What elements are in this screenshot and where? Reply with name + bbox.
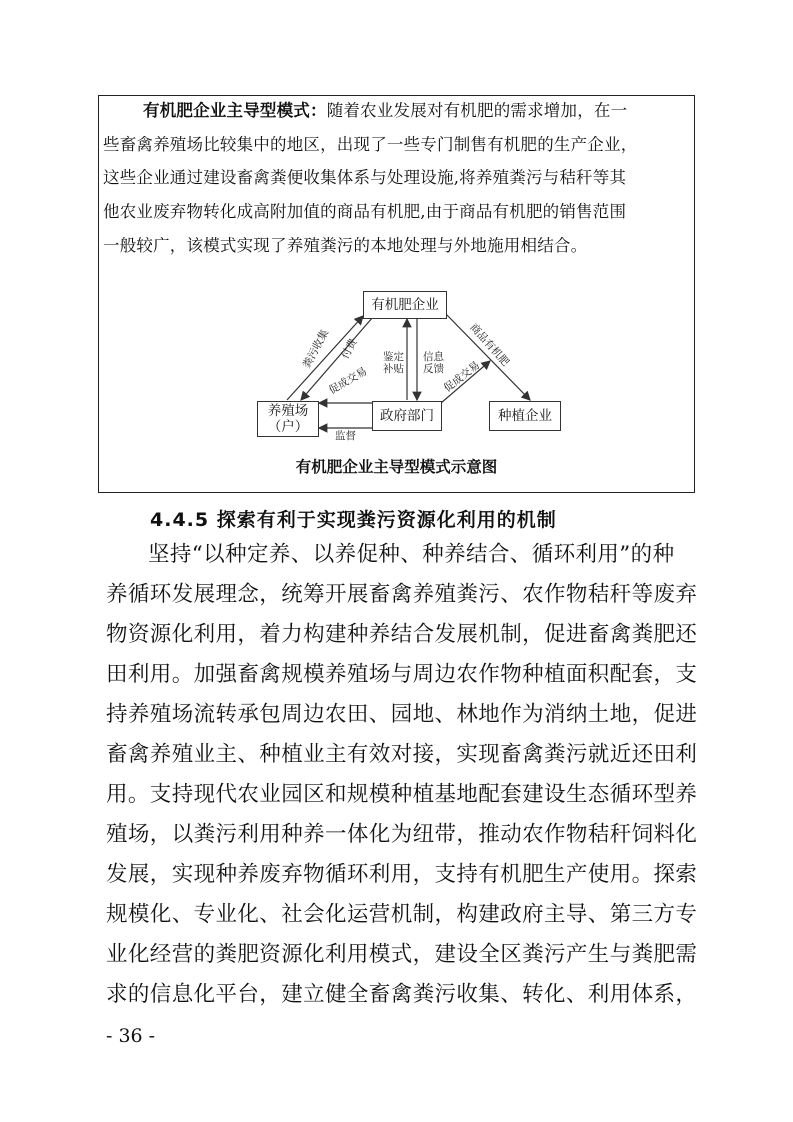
box-line-2: 些畜禽养殖场比较集中的地区，出现了一些专门制售有机肥的生产企业， (103, 135, 638, 154)
body-line-4: 田利用。加强畜禽规模养殖场与周边农作物种植面积配套，支 (106, 662, 698, 687)
box-lead-title: 有机肥企业主导型模式： (143, 101, 327, 120)
body-line-1: 坚持“以种定养、以养促种、种养结合、循环利用”的种 (148, 542, 675, 567)
label-promote-trade-left: 促成交易 (326, 365, 370, 397)
body-line-3: 物资源化利用，着力构建种养结合发展机制，促进畜禽粪肥还 (106, 622, 698, 647)
node-government: 政府部门 (372, 401, 442, 431)
body-line-8: 殖场，以粪污利用种养一体化为纽带，推动农作物秸秆饲料化 (106, 822, 698, 847)
body-line-10: 规模化、专业化、社会化运营机制，构建政府主导、第三方专 (106, 902, 698, 927)
body-line-7: 用。支持现代农业园区和规模种植基地配套建设生态循环型养 (106, 782, 698, 807)
page-number: - 36 - (106, 1025, 156, 1047)
body-line-12: 求的信息化平台，建立健全畜禽粪污收集、转化、利用体系， (106, 982, 698, 1007)
box-line-1-text: 随着农业发展对有机肥的需求增加，在一 (326, 101, 628, 120)
node-planting: 种植企业 (489, 401, 561, 431)
box-line-5: 一般较广，该模式实现了养殖粪污的本地处理与外地施用相结合。 (103, 236, 588, 255)
label-supervision: 监督 (335, 430, 356, 442)
label-info-feedback: 信息 反馈 (423, 351, 444, 375)
box-line-1 (143, 100, 627, 122)
label-payment: 付费 (339, 336, 360, 362)
body-line-5: 持养殖场流转承包周边农田、园地、林地作为消纳土地，促进 (106, 702, 698, 727)
body-line-11: 业化经营的粪肥资源化利用模式，建设全区粪污产生与粪肥需 (106, 942, 698, 967)
label-manure-collection: 粪污收集 (300, 327, 332, 371)
body-line-6: 畜禽养殖业主、种植业主有效对接，实现畜禽粪污就近还田利 (106, 742, 698, 767)
node-farm: 养殖场 （户） (257, 401, 319, 437)
box-line-4: 他农业废弃物转化成高附加值的商品有机肥,由于商品有机肥的销售范围 (103, 202, 627, 221)
model-diagram (245, 283, 585, 448)
label-appraisal-subsidy: 鉴定 补贴 (383, 351, 404, 375)
diagram-caption: 有机肥企业主导型模式示意图 (295, 458, 498, 476)
arrow-manure-collection (287, 316, 363, 400)
section-heading: 4.4.5 探索有利于实现粪污资源化利用的机制 (150, 509, 557, 531)
box-line-3: 这些企业通过建设畜禽粪便收集体系与处理设施,将养殖粪污与秸秆等其 (103, 168, 627, 187)
label-commodity-fertilizer: 商品有机肥 (467, 321, 512, 369)
node-enterprise: 有机肥企业 (363, 291, 447, 319)
body-line-2: 养循环发展理念，统筹开展畜禽养殖粪污、农作物秸秆等废弃 (106, 582, 698, 607)
label-promote-trade-right: 促成交易 (441, 359, 483, 395)
body-line-9: 发展，实现种养废弃物循环利用，支持有机肥生产使用。探索 (106, 862, 698, 887)
